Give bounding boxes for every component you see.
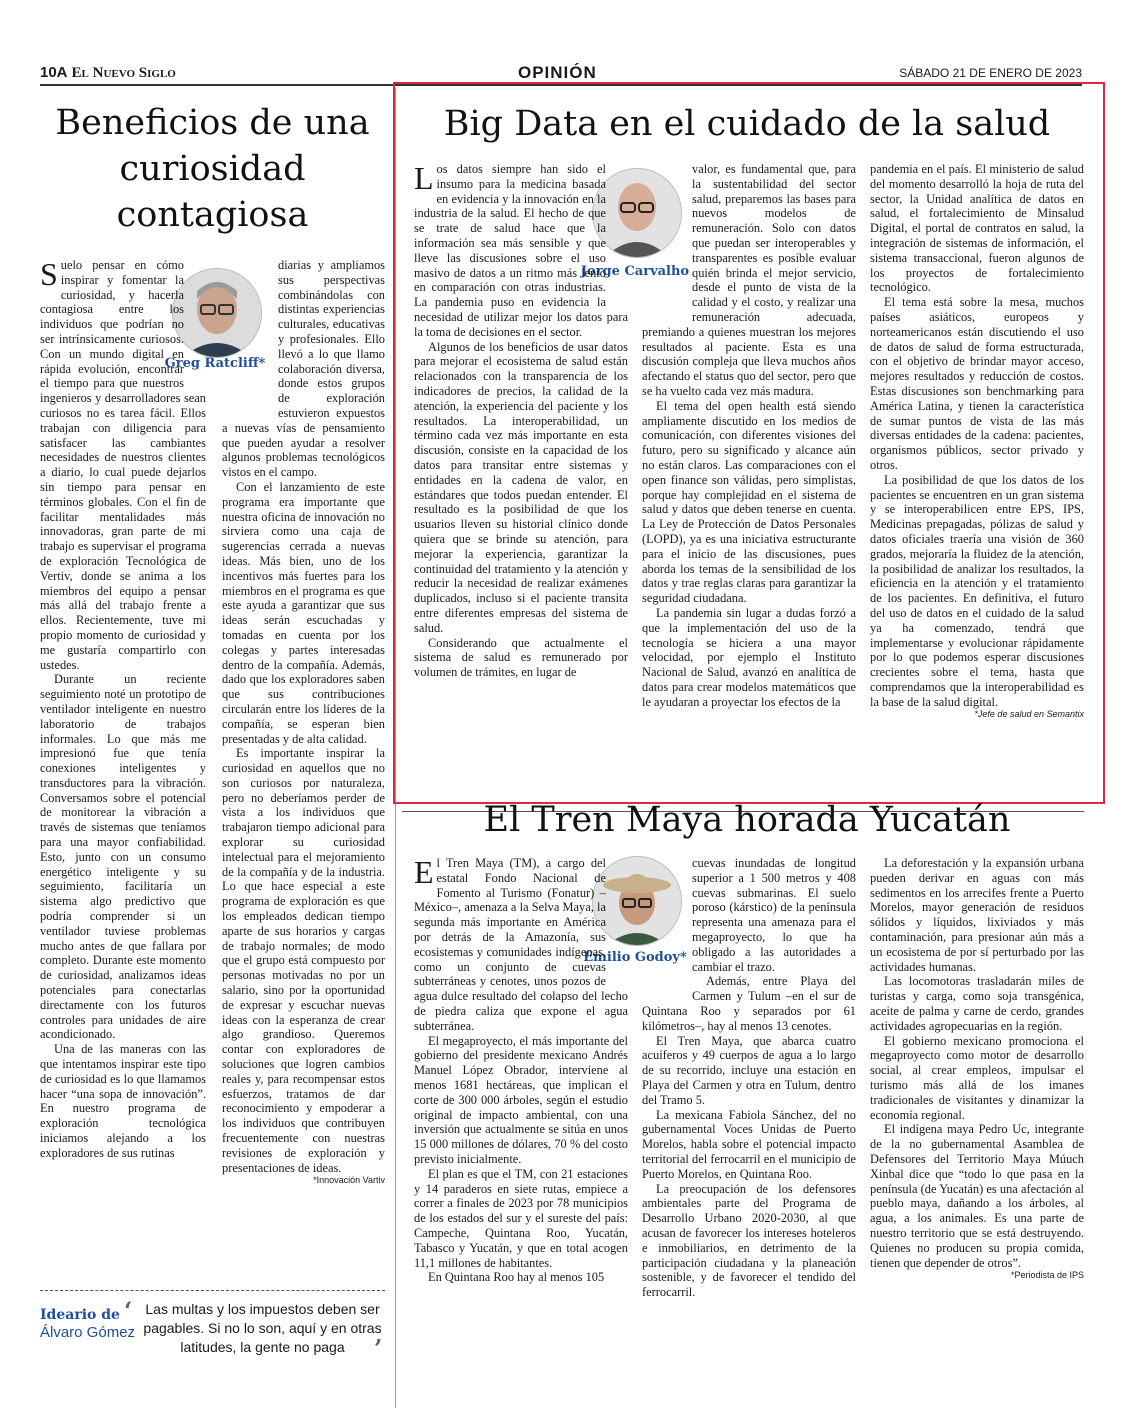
author-affiliation: *Periodista de IPS	[1010, 1270, 1084, 1281]
paragraph: El megaproyecto, el más importante del gobierno del presidente mexicano Andrés Manuel López Obrador, interviene al menos 1681 hectáreas, que implican el corte de 300 000 árboles, según el estudio original de impacto ambiental, con una inversión que actualmente se sitúa en unos 15 000 millones de dólares, 70 % del costo previsto inicialmente.	[414, 1033, 628, 1166]
article-column-1	[414, 162, 628, 802]
paragraph	[414, 856, 628, 1034]
paragraph: La posibilidad de que los datos de los pacientes se encuentren en un gran sistema y se interoperabilicen entre EPS, IPS, Medicinas prepagadas, pólizas de salud y datos oficiales traería una visión de 360 grados, mejoraría la fluidez de la atención, la posibilidad de analizar los resultados, la eficiencia en la atención y el tratamiento de los pacientes. En definitiva, el futuro del uso de datos en el cuidado de la salud ya ha comenzado, tendrá que implementarse y evolucionar rápidamente por lo que podemos esperar discusiones crecientes sobre el tema, hasta que comprendamos que la interoperabilidad es la base de la salud digital.	[870, 472, 1084, 709]
article-column-2	[642, 162, 856, 802]
article-column-2	[222, 258, 385, 1280]
paragraph: Además, entre Playa del Carmen y Tulum –en el sur de Quintana Roo y separados por 61 kilómetros–, hay al menos 13 cenotes.	[642, 974, 856, 1033]
paragraph: La pandemia sin lugar a dudas forzó a que la implementación del uso de la tecnología se hiciera a una mayor velocidad, por ejemplo el Instituto Nacional de Salud, avanzó en analítica de datos para crear modelos matemáticos que le ayudaran a proyectar los efectos de la	[642, 605, 856, 709]
photo-spacer	[612, 856, 628, 980]
article-title-curiosidad: Beneficios de una curiosidad contagiosa	[55, 103, 370, 235]
paragraph: Considerando que actualmente el sistema de salud es remunerado por volumen de trámites, en lugar de	[414, 635, 628, 680]
photo-spacer	[642, 856, 686, 990]
article-title-big-data: Big Data en el cuidado de la salud	[443, 104, 1051, 144]
paragraph: valor, es fundamental que, para la sustentabilidad del sector salud, preparemos las bases para nuevos modelos de remuneración. Solo con datos que puedan ser interoperables y transparentes es posible evaluar quién brinda el mejor servicio, desde el punto de vista de la calidad y el costo, y realizar una remuneración adecuada, premiando a quienes muestran los mejores resultados al paciente. Esta es una discusión compleja que lleva muchos años afectando el status quo del sector, pero que se ha vuelto cada vez más madura.	[642, 162, 856, 398]
paragraph: cuevas inundadas de longitud superior a 1 500 metros y 408 cuevas submarinas. El suelo poroso (kárstico) de la península representa una amenaza para el megaproyecto, lo que ha obligado a las autoridades a cambiar el trazo.	[692, 856, 856, 974]
author-name-godoy: Emilio Godoy*	[583, 950, 687, 965]
drop-cap: S	[40, 256, 58, 292]
paragraph: Con el lanzamiento de este programa era importante que nuestra oficina de innovación no sirviera como una caja de sugerencias cerrada a nuevas ideas. Más bien, uno de los incentivos más fuertes para los miembros en el programa es que este ayuda a garantizar que sus ideas serán escuchadas y tomadas en cuenta por los colegas y partes interesadas dentro de la compañía. Además, dado que los exploradores saben que sus contribuciones circularán entre los líderes de la compañía, se esperan bien presentadas y de alta calidad.	[222, 479, 385, 746]
paragraph: La mexicana Fabiola Sánchez, del no gubernamental Voces Unidas de Puerto Morelos, habla sobre el potencial impacto territorial del ferrocarril en el municipio de Puerto Morelos, en Quintana Roo.	[642, 1107, 856, 1181]
issue-date: SÁBADO 21 DE ENERO DE 2023	[899, 66, 1082, 80]
paragraph: El indígena maya Pedro Uc, integrante de la no gubernamental Asamblea de Defensores del Territorio Maya Múuch Xinbal dice que “todo lo que pasa en la península (de Yucatán) es una afectación al pueblo maya, dañando a los árboles, al agua, a los animales. Es una parte de nuestro territorio que se está destruyendo. Quienes no producen su propia comida, tienen que depender de otros”.	[870, 1122, 1084, 1270]
paragraph: Las locomotoras trasladarán miles de turistas y carga, como soja transgénica, aceite de palma y carne de cerdo, grandes actividades agropecuarias en la región.	[870, 974, 1084, 1033]
paragraph: El gobierno mexicano promociona el megaproyecto como motor de desarrollo social, al crear empleos, impulsar el turismo más allá de los imanes tradicionales de visitantes y dinamizar la economía regional.	[870, 1033, 1084, 1122]
article-column-1	[40, 258, 206, 1280]
photo-spacer	[190, 258, 206, 378]
paragraph: El tema del open health está siendo ampliamente discutido en los medios de comunicación, con diferentes visiones del futuro, pero su significado y alcance aún no están claros. Las comparaciones con el open finance son válidas, pero simplistas, porque hay complejidad en el sistema de salud y datos que deben tenerse en cuenta. La Ley de Protección de Datos Personales (LOPD), ya es una iniciativa estructurante para el inicio de las discusiones, pues aborda los temas de la sensibilidad de los datos y trae reglas claras para garantizar la seguridad ciudadana.	[642, 398, 856, 606]
open-quote-icon: ‘	[124, 1296, 133, 1325]
article-column-3	[870, 162, 1084, 802]
photo-spacer	[642, 162, 686, 310]
paragraph	[40, 258, 206, 672]
paragraph	[414, 162, 628, 340]
paragraph: El plan es que el TM, con 21 estaciones y 14 paraderos en siete rutas, empiece a correr a finales de 2023 por 78 municipios de los estados del sur y el sureste del país: Campeche, Quintana Roo, Yucatán, Tabasco y Yucatán, y que en total acogen 11,1 millones de habitantes.	[414, 1166, 628, 1270]
paragraph: En Quintana Roo hay al menos 105	[428, 1270, 605, 1285]
ideario-quote: Las multas y los impuestos deben ser pagables. Si no lo son, aquí y en otras latitudes, la gente no paga	[143, 1301, 382, 1355]
paragraph: El tema está sobre la mesa, muchos países asiáticos, europeos y norteamericanos están discutiendo el uso de datos de salud de forma estructurada, con el objetivo de brindar mayor acceso, mejores resultados y reducción de costos. Estas discusiones son benchmarking para América Latina, y tienen la característica de sumar puntos de vista de las más diversas entidades de la cadena: pacientes, organismos públicos, sector privado y otros.	[870, 295, 1084, 472]
paragraph: Durante un reciente seguimiento noté un prototipo de ventilador inteligente en nuestro laboratorio de trabajos informales. Lo que más me impresionó fue que tenía conexiones inteligentes y transductores para la vibración. Conversamos sobre el potencial de monitorear la vibración a través de sistemas que teníamos para una mayor confiabilidad. Esto, junto con un consumo energético inteligente y su seguimiento, facilitaría un sistema algo predictivo que podría comprender si un ventilador tuviese problemas mucho antes de que fallara por completo. Durante este momento de curiosidad, analizamos ideas potenciales para conectarlas directamente con los futuros controles para unidades de aire acondicionado.	[40, 672, 206, 1042]
author-affiliation: *Innovación Vartiv	[313, 1175, 385, 1186]
article-column-1	[414, 856, 628, 1408]
paragraph-text: l Tren Maya (TM), a cargo del estatal Fondo Nacional de Fomento al Turismo (Fonatur) –México–, amenaza a la Selva Maya, la segunda más importante en América por detrás de la Amazonía, sus ecosistemas y comunidades indígenas, como un conjunto de cuevas subterráneas y cenotes, unos pozos de agua dulce resultado del colapso del lecho de piedra caliza que expone el agua subterránea.	[414, 856, 628, 1033]
photo-spacer	[222, 258, 272, 408]
ideario-author: Álvaro Gómez	[40, 1324, 136, 1341]
paragraph: Una de las maneras con las que intentamos inspirar este tipo de curiosidad es lo que llamamos hacer “una sopa de innovación”. En nuestro programa de exploración tecnológica iniciamos alejando a los exploradores de sus rutinas	[40, 1042, 206, 1160]
page-number-text: 10A	[40, 64, 68, 81]
page-number	[40, 64, 176, 82]
ideario-label-text: Ideario de	[40, 1307, 120, 1323]
article-title-tren-maya: El Tren Maya horada Yucatán	[483, 800, 1011, 840]
paragraph: Es importante inspirar la curiosidad en aquellos que no son curiosos por naturaleza, pero no deberíamos perder de vista a los individuos que trabajaron tiempo adicional para explorar su curiosidad intelectual para el mejoramiento de la compañía y de la industria. Lo que hace especial a este programa de exploración es que los empleados dedican tiempo aparte de sus horarios y cargas de trabajo normales; de modo que el grupo está compuesto por personas motivadas no por un salario, sino por la oportunidad de expresar y escuchar nuevas ideas con la esperanza de crear algo grandioso. Queremos contar con exploradores de soluciones que logren cambios reales y, para recompensar estos esfuerzos, tratamos de dar reconocimiento y empoderar a los individuos que contribuyen frecuentemente con nuestras revisiones de exploración y presentaciones de ideas.	[222, 746, 385, 1175]
paragraph: El Tren Maya, que abarca cuatro acuíferos y 49 cuerpos de agua a lo largo de su recorrido, incluye una estación en Playa del Carmen y otra en Tulum, dentro del Tramo 5.	[642, 1033, 856, 1107]
drop-cap: L	[414, 160, 434, 196]
close-quote-icon: ’	[374, 1334, 383, 1363]
article-column-3	[870, 856, 1084, 1408]
photo-spacer	[612, 162, 628, 294]
author-name-carvalho: Jorge Carvalho	[580, 264, 690, 279]
newspaper-brand: El Nuevo Siglo	[71, 65, 176, 81]
drop-cap: E	[414, 854, 434, 890]
author-affiliation: *Jefe de salud en Semantix	[974, 709, 1084, 720]
paragraph: diarias y ampliamos sus perspectivas combinándolas con distintas experiencias culturales, educativas y profesionales. Ello llevó a lo que llamo colaboración diversa, donde estos grupos de exploración estuvieron expuestos a nuevas vías de pensamiento que pueden ayudar a resolver algunos problemas tecnológicos vistos en el campo.	[222, 258, 385, 480]
paragraph-text: uelo pensar en cómo inspirar y fomentar la curiosidad, y hacerla contagiosa entre los individuos que podrían no ser intrínsicamente curiosos. Con un mundo digital en rápida evolución, encontrar el tiempo para que nuestros ingenieros y desarrolladores sean curiosos no es tarea fácil. Ellos trabajan con diligencia para satisfacer las cambiantes necesidades de nuestros clientes a diario, lo cual puede dejarlos sin tiempo para pensar en términos globales. Con el fin de facilitar mentalidades más innovadoras, gran parte de mi trabajo es supervisar el programa de exploración Tecnológica de Vertiv, donde se anima a los miembros del equipo a pensar más allá del trabajo frente a ellos. Recientemente, tuve mi propio momento de curiosidad y me gustaría compartirlo con ustedes.	[40, 258, 206, 672]
paragraph-text: os datos siempre han sido el insumo para la medicina basada en evidencia y la innovación en la industria de la salud. El hecho de que se trate de salud hace que la información sea más sensible y que lleve las discusiones sobre el uso masivo de datos a un ritmo más lento en comparación con otras industrias. La pandemia puso en evidencia la necesidad de utilizar mejor los datos para la toma de decisiones en el sector.	[414, 162, 628, 339]
paragraph: La preocupación de los defensores ambientales parte del Programa de Desarrollo Urbano 2020-2030, al que acusan de favorecer los intereses hoteleros e inmobiliarios, en detrimento de la participación ciudadana y la planeación sostenible, y de favorecer el tendido del ferrocarril.	[642, 1181, 856, 1300]
author-name-ratcliff: Greg Ratcliff*	[164, 356, 266, 371]
paragraph: Algunos de los beneficios de usar datos para mejorar el ecosistema de salud están relacionados con la transparencia de los indicadores de precios, la calidad de la atención, la experiencia del paciente y los resultados. La interoperabilidad, un término cada vez más importante en esta discusión, consiste en la capacidad de los datos para transitar entre sistemas y entidades en la cadena de valor, en estándares que todos puedan entender. El resultado es la posibilidad de que los usuarios lleven su historial clínico donde quiera que se brinde su atención, para mejorar la experiencia, garantizar la continuidad del tratamiento y la atención y reducir la necesidad de realizar exámenes duplicados, incluso si el paciente transita entre diferentes empresas del sistema de salud.	[414, 339, 628, 635]
article-column-2	[642, 856, 856, 1408]
paragraph: La deforestación y la expansión urbana pueden derivar en aguas con más sedimentos en los arrecifes frente a Puerto Morelos, mayor generación de residuos sólidos y líquidos, lixiviados y más contaminación, para presionar aún más a un ecosistema de por sí perturbado por las actividades humanas.	[870, 856, 1084, 974]
paragraph: pandemia en el país. El ministerio de salud del momento desarrolló la hoja de ruta del sector, la Unidad analítica de datos en salud, el fortalecimiento de Minsalud Digital, el portal de contratos en salud, la integración de sistemas de información, el sistema transaccional, fueron algunos de los proyectos de fortalecimiento tecnológico.	[870, 162, 1084, 295]
section-label: OPINIÓN	[518, 63, 597, 82]
ideario-divider	[40, 1290, 385, 1291]
